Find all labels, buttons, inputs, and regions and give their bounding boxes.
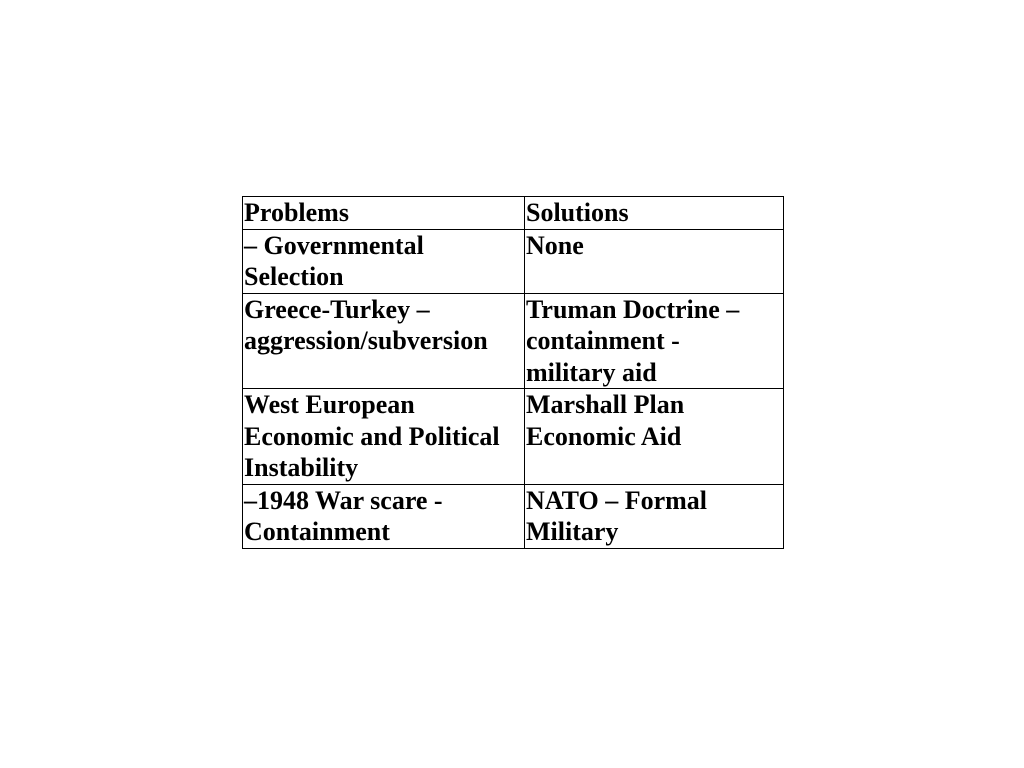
- solution-cell: [525, 389, 784, 485]
- cell-line: military aid: [526, 357, 657, 387]
- problem-cell: [243, 484, 525, 548]
- solution-cell: [525, 293, 784, 389]
- problem-cell: [243, 293, 525, 389]
- cell-line: aggression/subversion: [244, 326, 488, 355]
- cell-line: Economic and Political: [244, 421, 500, 451]
- cell-line: Greece-Turkey –: [244, 294, 430, 324]
- solution-cell: [525, 229, 784, 293]
- cell-line: West European: [244, 390, 415, 419]
- problems-solutions-table: [242, 196, 784, 549]
- header-solutions: Solutions: [525, 197, 784, 230]
- table-row: [243, 229, 784, 293]
- cell-line: None: [526, 230, 584, 260]
- cell-line: Selection: [244, 262, 344, 291]
- table-row: [243, 389, 784, 485]
- solution-cell: [525, 484, 784, 548]
- cell-line: Economic Aid: [526, 421, 682, 451]
- cell-line: Containment: [244, 517, 390, 546]
- cell-line: NATO – Formal: [526, 485, 708, 515]
- table-row: [243, 293, 784, 389]
- cell-line: Marshall Plan: [526, 390, 685, 419]
- cell-line: – Governmental: [244, 230, 424, 260]
- cell-line: Truman Doctrine –: [526, 294, 740, 324]
- cell-line: –1948 War scare -: [244, 485, 443, 515]
- cell-line: Instability: [244, 453, 359, 482]
- problem-cell: [243, 229, 525, 293]
- cell-line: Military: [526, 517, 619, 546]
- table-header-row: [243, 197, 784, 230]
- header-problems: Problems: [243, 197, 525, 230]
- table-row: [243, 484, 784, 548]
- cell-line: containment -: [526, 326, 680, 355]
- problem-cell: [243, 389, 525, 485]
